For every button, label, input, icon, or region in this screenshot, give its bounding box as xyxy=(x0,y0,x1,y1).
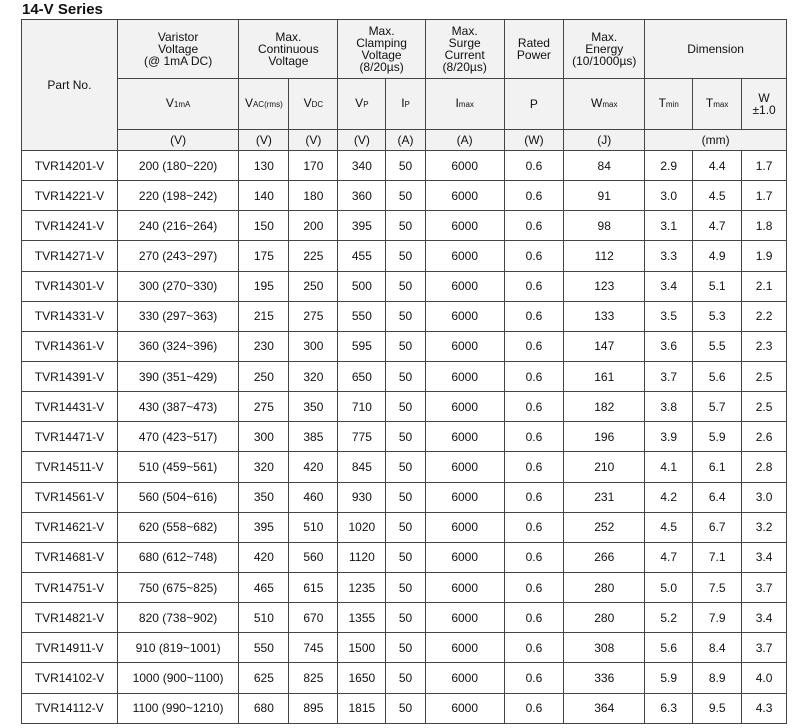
table-cell: TVR14431-V xyxy=(22,392,118,422)
table-cell: 6.7 xyxy=(693,512,742,542)
clamping-voltage-header: Max. Clamping Voltage (8/20µs) xyxy=(338,20,425,79)
table-cell: 98 xyxy=(564,211,645,241)
table-cell: 6.4 xyxy=(693,482,742,512)
table-cell: 2.3 xyxy=(742,331,787,361)
table-cell: 6000 xyxy=(425,392,504,422)
table-cell: 1815 xyxy=(338,693,386,723)
table-cell: 0.6 xyxy=(504,271,564,301)
table-cell: 91 xyxy=(564,181,645,211)
table-cell: 215 xyxy=(239,301,289,331)
table-cell: 275 xyxy=(289,301,338,331)
table-cell: 220 (198~242) xyxy=(117,181,238,211)
table-cell: 200 (180~220) xyxy=(117,151,238,181)
table-cell: 360 xyxy=(338,181,386,211)
table-cell: 3.9 xyxy=(645,422,693,452)
table-cell: 0.6 xyxy=(504,603,564,633)
table-cell: 2.8 xyxy=(742,452,787,482)
table-cell: 0.6 xyxy=(504,512,564,542)
table-cell: TVR14201-V xyxy=(22,151,118,181)
table-cell: 6000 xyxy=(425,572,504,602)
table-cell: 50 xyxy=(386,151,425,181)
table-cell: 50 xyxy=(386,572,425,602)
table-cell: 4.2 xyxy=(645,482,693,512)
table-cell: 5.9 xyxy=(645,663,693,693)
table-cell: 6.1 xyxy=(693,452,742,482)
table-cell: 4.7 xyxy=(645,542,693,572)
table-cell: 0.6 xyxy=(504,482,564,512)
table-cell: 895 xyxy=(289,693,338,723)
table-cell: 5.2 xyxy=(645,603,693,633)
table-cell: 1.8 xyxy=(742,211,787,241)
table-row xyxy=(22,603,787,633)
table-cell: 50 xyxy=(386,301,425,331)
table-cell: 6000 xyxy=(425,633,504,663)
table-cell: 0.6 xyxy=(504,633,564,663)
table-cell: 50 xyxy=(386,603,425,633)
table-cell: 250 xyxy=(289,271,338,301)
table-row xyxy=(22,542,787,572)
table-cell: 300 xyxy=(239,422,289,452)
table-cell: 112 xyxy=(564,241,645,271)
table-cell: 84 xyxy=(564,151,645,181)
table-row xyxy=(22,181,787,211)
table-cell: 0.6 xyxy=(504,452,564,482)
table-cell: 320 xyxy=(289,361,338,391)
table-cell: 0.6 xyxy=(504,422,564,452)
table-cell: 4.5 xyxy=(645,512,693,542)
p-symbol: P xyxy=(504,79,564,130)
table-cell: 2.5 xyxy=(742,361,787,391)
table-cell: 1.9 xyxy=(742,241,787,271)
tmin-symbol: Tmin xyxy=(645,79,693,130)
table-cell: 5.9 xyxy=(693,422,742,452)
table-cell: 2.9 xyxy=(645,151,693,181)
table-cell: 615 xyxy=(289,572,338,602)
table-cell: 50 xyxy=(386,241,425,271)
table-cell: 3.2 xyxy=(742,512,787,542)
table-row xyxy=(22,151,787,181)
w-symbol: W ±1.0 xyxy=(742,79,787,130)
table-cell: 910 (819~1001) xyxy=(117,633,238,663)
table-cell: 6000 xyxy=(425,331,504,361)
table-cell: 5.6 xyxy=(645,633,693,663)
table-cell: 196 xyxy=(564,422,645,452)
rated-power-header: Rated Power xyxy=(504,20,564,79)
specifications-table xyxy=(21,19,787,724)
table-cell: 385 xyxy=(289,422,338,452)
table-cell: 270 (243~297) xyxy=(117,241,238,271)
table-row xyxy=(22,331,787,361)
table-cell: 231 xyxy=(564,482,645,512)
table-cell: 195 xyxy=(239,271,289,301)
vac-unit: (V) xyxy=(239,130,289,151)
table-row xyxy=(22,482,787,512)
table-cell: TVR14221-V xyxy=(22,181,118,211)
table-cell: TVR14331-V xyxy=(22,301,118,331)
table-cell: 280 xyxy=(564,572,645,602)
table-cell: 5.3 xyxy=(693,301,742,331)
table-cell: 0.6 xyxy=(504,181,564,211)
table-cell: 1355 xyxy=(338,603,386,633)
table-cell: 670 xyxy=(289,603,338,633)
table-cell: 6000 xyxy=(425,542,504,572)
dimension-unit: (mm) xyxy=(645,130,787,151)
table-cell: 3.8 xyxy=(645,392,693,422)
table-cell: 170 xyxy=(289,151,338,181)
table-cell: 510 xyxy=(239,603,289,633)
table-cell: 0.6 xyxy=(504,663,564,693)
table-row xyxy=(22,693,787,723)
table-cell: 1020 xyxy=(338,512,386,542)
table-cell: 0.6 xyxy=(504,241,564,271)
table-cell: 2.2 xyxy=(742,301,787,331)
table-cell: 1650 xyxy=(338,663,386,693)
wmax-symbol: Wmax xyxy=(564,79,645,130)
table-cell: 340 xyxy=(338,151,386,181)
table-cell: 0.6 xyxy=(504,301,564,331)
table-cell: 595 xyxy=(338,331,386,361)
table-cell: 0.6 xyxy=(504,572,564,602)
table-cell: 4.1 xyxy=(645,452,693,482)
table-cell: 8.9 xyxy=(693,663,742,693)
table-cell: 50 xyxy=(386,392,425,422)
varistor-voltage-header: Varistor Voltage (@ 1mA DC) xyxy=(117,20,238,79)
table-cell: 2.6 xyxy=(742,422,787,452)
table-cell: 133 xyxy=(564,301,645,331)
table-cell: TVR14821-V xyxy=(22,603,118,633)
page-title: 14-V Series xyxy=(22,1,103,18)
table-cell: TVR14471-V xyxy=(22,422,118,452)
table-cell: 0.6 xyxy=(504,392,564,422)
table-cell: 3.0 xyxy=(645,181,693,211)
header-row-units xyxy=(22,130,787,151)
table-cell: 130 xyxy=(239,151,289,181)
table-cell: TVR14561-V xyxy=(22,482,118,512)
continuous-voltage-header: Max. Continuous Voltage xyxy=(239,20,338,79)
table-cell: 6000 xyxy=(425,301,504,331)
table-cell: TVR14301-V xyxy=(22,271,118,301)
table-cell: 6000 xyxy=(425,151,504,181)
table-cell: TVR14391-V xyxy=(22,361,118,391)
tmax-symbol: Tmax xyxy=(693,79,742,130)
table-cell: 350 xyxy=(239,482,289,512)
table-cell: 50 xyxy=(386,633,425,663)
table-cell: 6000 xyxy=(425,422,504,452)
table-cell: 6000 xyxy=(425,241,504,271)
energy-header: Max. Energy (10/1000µs) xyxy=(564,20,645,79)
table-cell: TVR14751-V xyxy=(22,572,118,602)
table-cell: 680 xyxy=(239,693,289,723)
table-cell: 1.7 xyxy=(742,151,787,181)
table-cell: 5.1 xyxy=(693,271,742,301)
table-cell: 210 xyxy=(564,452,645,482)
table-row xyxy=(22,512,787,542)
table-cell: TVR14911-V xyxy=(22,633,118,663)
table-cell: TVR14241-V xyxy=(22,211,118,241)
table-cell: 3.4 xyxy=(742,603,787,633)
table-cell: 200 xyxy=(289,211,338,241)
table-cell: TVR14112-V xyxy=(22,693,118,723)
table-cell: 50 xyxy=(386,181,425,211)
table-cell: 350 xyxy=(289,392,338,422)
table-cell: 0.6 xyxy=(504,211,564,241)
table-cell: 2.1 xyxy=(742,271,787,301)
table-cell: 275 xyxy=(239,392,289,422)
table-cell: 6000 xyxy=(425,452,504,482)
table-cell: TVR14361-V xyxy=(22,331,118,361)
imax-symbol: Imax xyxy=(425,79,504,130)
vdc-symbol: VDC xyxy=(289,79,338,130)
table-cell: 430 (387~473) xyxy=(117,392,238,422)
table-cell: 50 xyxy=(386,361,425,391)
table-cell: 395 xyxy=(239,512,289,542)
table-cell: 550 xyxy=(338,301,386,331)
table-row xyxy=(22,663,787,693)
wmax-unit: (J) xyxy=(564,130,645,151)
table-cell: 3.3 xyxy=(645,241,693,271)
surge-current-header: Max. Surge Current (8/20µs) xyxy=(425,20,504,79)
table-cell: 3.0 xyxy=(742,482,787,512)
table-cell: 4.0 xyxy=(742,663,787,693)
table-cell: 230 xyxy=(239,331,289,361)
table-cell: 500 xyxy=(338,271,386,301)
table-cell: 2.5 xyxy=(742,392,787,422)
table-cell: 6000 xyxy=(425,512,504,542)
table-cell: 710 xyxy=(338,392,386,422)
table-cell: TVR14102-V xyxy=(22,663,118,693)
table-cell: 1000 (900~1100) xyxy=(117,663,238,693)
table-cell: 550 xyxy=(239,633,289,663)
ip-symbol: IP xyxy=(386,79,425,130)
table-row xyxy=(22,572,787,602)
table-cell: 0.6 xyxy=(504,331,564,361)
table-cell: 6000 xyxy=(425,482,504,512)
table-cell: 150 xyxy=(239,211,289,241)
table-cell: 6000 xyxy=(425,181,504,211)
table-cell: 182 xyxy=(564,392,645,422)
table-cell: 50 xyxy=(386,542,425,572)
table-cell: TVR14271-V xyxy=(22,241,118,271)
table-cell: 3.7 xyxy=(645,361,693,391)
table-cell: 123 xyxy=(564,271,645,301)
table-cell: 50 xyxy=(386,422,425,452)
table-cell: 50 xyxy=(386,211,425,241)
table-cell: 9.5 xyxy=(693,693,742,723)
table-row xyxy=(22,422,787,452)
table-cell: 650 xyxy=(338,361,386,391)
table-cell: 6000 xyxy=(425,361,504,391)
table-cell: 1120 xyxy=(338,542,386,572)
table-row xyxy=(22,241,787,271)
table-cell: 820 (738~902) xyxy=(117,603,238,633)
table-cell: 3.4 xyxy=(742,542,787,572)
table-cell: 50 xyxy=(386,271,425,301)
table-cell: 336 xyxy=(564,663,645,693)
table-cell: TVR14681-V xyxy=(22,542,118,572)
table-cell: 3.7 xyxy=(742,633,787,663)
table-cell: 620 (558~682) xyxy=(117,512,238,542)
table-cell: 420 xyxy=(289,452,338,482)
table-cell: 3.1 xyxy=(645,211,693,241)
table-cell: TVR14511-V xyxy=(22,452,118,482)
table-cell: 320 xyxy=(239,452,289,482)
table-row xyxy=(22,452,787,482)
table-cell: 50 xyxy=(386,482,425,512)
table-cell: 825 xyxy=(289,663,338,693)
table-cell: 300 (270~330) xyxy=(117,271,238,301)
imax-unit: (A) xyxy=(425,130,504,151)
table-row xyxy=(22,361,787,391)
table-cell: 50 xyxy=(386,693,425,723)
table-cell: 5.6 xyxy=(693,361,742,391)
table-cell: 1100 (990~1210) xyxy=(117,693,238,723)
table-cell: 8.4 xyxy=(693,633,742,663)
ip-unit: (A) xyxy=(386,130,425,151)
table-cell: 6000 xyxy=(425,271,504,301)
table-cell: 6000 xyxy=(425,603,504,633)
table-cell: 50 xyxy=(386,663,425,693)
dimension-header: Dimension xyxy=(645,20,787,79)
table-cell: 420 xyxy=(239,542,289,572)
table-cell: 240 (216~264) xyxy=(117,211,238,241)
table-cell: 7.1 xyxy=(693,542,742,572)
table-cell: 300 xyxy=(289,331,338,361)
table-cell: 6000 xyxy=(425,693,504,723)
table-cell: 4.9 xyxy=(693,241,742,271)
table-cell: 266 xyxy=(564,542,645,572)
table-cell: TVR14621-V xyxy=(22,512,118,542)
table-cell: 5.5 xyxy=(693,331,742,361)
table-cell: 7.5 xyxy=(693,572,742,602)
table-row xyxy=(22,392,787,422)
table-cell: 0.6 xyxy=(504,693,564,723)
vdc-unit: (V) xyxy=(289,130,338,151)
table-body xyxy=(22,151,787,724)
table-cell: 510 (459~561) xyxy=(117,452,238,482)
table-cell: 3.6 xyxy=(645,331,693,361)
table-cell: 147 xyxy=(564,331,645,361)
part-no-header: Part No. xyxy=(22,20,118,151)
table-cell: 3.5 xyxy=(645,301,693,331)
table-cell: 252 xyxy=(564,512,645,542)
table-cell: 460 xyxy=(289,482,338,512)
table-cell: 0.6 xyxy=(504,361,564,391)
table-row xyxy=(22,301,787,331)
table-cell: 330 (297~363) xyxy=(117,301,238,331)
table-cell: 1500 xyxy=(338,633,386,663)
table-cell: 930 xyxy=(338,482,386,512)
table-row xyxy=(22,271,787,301)
table-cell: 465 xyxy=(239,572,289,602)
table-cell: 775 xyxy=(338,422,386,452)
table-row xyxy=(22,633,787,663)
vp-symbol: VP xyxy=(338,79,386,130)
table-cell: 364 xyxy=(564,693,645,723)
table-cell: 510 xyxy=(289,512,338,542)
table-cell: 161 xyxy=(564,361,645,391)
table-cell: 845 xyxy=(338,452,386,482)
table-cell: 250 xyxy=(239,361,289,391)
table-cell: 4.3 xyxy=(742,693,787,723)
table-cell: 745 xyxy=(289,633,338,663)
table-cell: 6000 xyxy=(425,663,504,693)
table-cell: 50 xyxy=(386,331,425,361)
table-cell: 280 xyxy=(564,603,645,633)
p-unit: (W) xyxy=(504,130,564,151)
table-cell: 6000 xyxy=(425,211,504,241)
table-cell: 390 (351~429) xyxy=(117,361,238,391)
table-cell: 4.4 xyxy=(693,151,742,181)
table-cell: 680 (612~748) xyxy=(117,542,238,572)
table-cell: 3.7 xyxy=(742,572,787,602)
v1ma-unit: (V) xyxy=(117,130,238,151)
table-cell: 175 xyxy=(239,241,289,271)
header-row-symbols xyxy=(22,79,787,130)
table-cell: 7.9 xyxy=(693,603,742,633)
table-cell: 5.7 xyxy=(693,392,742,422)
table-cell: 140 xyxy=(239,181,289,211)
table-cell: 308 xyxy=(564,633,645,663)
table-cell: 1.7 xyxy=(742,181,787,211)
table-cell: 50 xyxy=(386,452,425,482)
table-cell: 50 xyxy=(386,512,425,542)
table-cell: 625 xyxy=(239,663,289,693)
table-cell: 0.6 xyxy=(504,151,564,181)
v1ma-symbol: V1mA xyxy=(117,79,238,130)
header-row-groups xyxy=(22,20,787,79)
table-cell: 560 xyxy=(289,542,338,572)
table-cell: 0.6 xyxy=(504,542,564,572)
table-cell: 470 (423~517) xyxy=(117,422,238,452)
table-cell: 4.5 xyxy=(693,181,742,211)
table-cell: 4.7 xyxy=(693,211,742,241)
table-cell: 360 (324~396) xyxy=(117,331,238,361)
table-cell: 455 xyxy=(338,241,386,271)
table-cell: 225 xyxy=(289,241,338,271)
vp-unit: (V) xyxy=(338,130,386,151)
table-cell: 1235 xyxy=(338,572,386,602)
table-cell: 3.4 xyxy=(645,271,693,301)
table-cell: 5.0 xyxy=(645,572,693,602)
table-cell: 560 (504~616) xyxy=(117,482,238,512)
table-cell: 395 xyxy=(338,211,386,241)
vac-symbol: VAC(rms) xyxy=(239,79,289,130)
table-row xyxy=(22,211,787,241)
table-cell: 6.3 xyxy=(645,693,693,723)
table-cell: 750 (675~825) xyxy=(117,572,238,602)
table-cell: 180 xyxy=(289,181,338,211)
